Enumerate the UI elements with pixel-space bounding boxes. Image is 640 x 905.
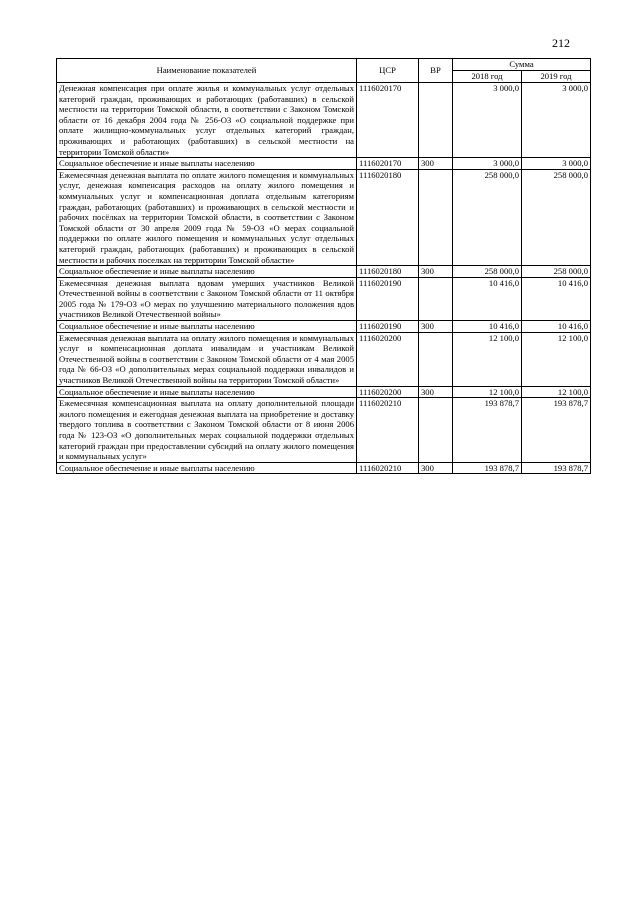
table-header [57,59,591,83]
row-sum-2019: 193 878,7 [522,398,591,463]
row-sum-2018: 258 000,0 [453,266,522,278]
row-csr: 1116020180 [357,266,419,278]
row-name: Социальное обеспечение и иные выплаты населению [57,158,357,170]
row-sum-2019: 258 000,0 [522,169,591,265]
table-row [57,398,591,463]
column-header-year-2018: 2018 год [453,71,522,83]
row-sum-2019: 10 416,0 [522,277,591,320]
column-header-csr: ЦСР [357,59,419,83]
column-header-name: Наименование показателей [57,59,357,83]
row-sum-2018: 193 878,7 [453,398,522,463]
table-row [57,169,591,265]
column-header-year-2019: 2019 год [522,71,591,83]
row-vr [419,398,453,463]
row-csr: 1116020170 [357,83,419,158]
row-csr: 1116020180 [357,169,419,265]
row-vr [419,169,453,265]
row-name: Социальное обеспечение и иные выплаты населению [57,321,357,333]
table-row [57,462,591,474]
row-vr: 300 [419,158,453,170]
row-name: Ежемесячная денежная выплата по оплате жилого помещения и коммунальных услуг, денежная компенсация расходов на оплату жилого помещения и коммунальных услуг и компенсационная доплата отдельным категориям граждан, работающих (работавших) и проживающих в сельской местности и рабочих посёлках на территории Томской области, в соответствии с Законом Томской области от 30 апреля 2009 года № 59-ОЗ «О мерах социальной поддержки по оплате жилого помещения и коммунальных услуг отдельных категорий граждан, работающих (работавших) и проживающих в сельской местности и рабочих поселках на территории Томской области» [57,169,357,265]
row-vr [419,277,453,320]
row-name: Денежная компенсация при оплате жилья и коммунальных услуг отдельных категорий граждан, проживающих и работающих (работавших) в сельской местности на территории Томской области, в соответствии с Законом Томской области от 16 декабря 2004 года № 256-ОЗ «О социальной поддержке при оплате жилищно-коммунальных услуг отдельных категорий граждан, проживающих и работающих (работавших) в сельской местности на территории Томской области» [57,83,357,158]
row-sum-2019: 3 000,0 [522,83,591,158]
row-sum-2019: 3 000,0 [522,158,591,170]
row-sum-2019: 10 416,0 [522,321,591,333]
row-csr: 1116020190 [357,277,419,320]
budget-table [56,58,591,474]
row-vr: 300 [419,266,453,278]
row-name: Социальное обеспечение и иные выплаты населению [57,386,357,398]
row-sum-2018: 3 000,0 [453,158,522,170]
row-csr: 1116020170 [357,158,419,170]
row-sum-2018: 258 000,0 [453,169,522,265]
row-sum-2018: 12 100,0 [453,386,522,398]
row-csr: 1116020190 [357,321,419,333]
row-vr: 300 [419,386,453,398]
row-name: Ежемесячная компенсационная выплата на оплату дополнительной площади жилого помещения и ежегодная денежная выплата на приобретение и доставку твердого топлива в соответствии с Законом Томской области от 8 июня 2006 года № 123-ОЗ «О дополнительных мерах социальной поддержки отдельных категорий граждан при предоставлении субсидий на оплату жилого помещения и коммунальных услуг» [57,398,357,463]
table-row [57,158,591,170]
row-sum-2018: 12 100,0 [453,332,522,386]
row-vr: 300 [419,321,453,333]
table-row [57,83,591,158]
page-number: 212 [552,36,570,50]
row-name: Социальное обеспечение и иные выплаты населению [57,266,357,278]
row-sum-2019: 12 100,0 [522,386,591,398]
row-csr: 1116020210 [357,398,419,463]
row-csr: 1116020200 [357,386,419,398]
column-header-sum: Сумма [453,59,591,71]
column-header-vr: ВР [419,59,453,83]
row-name: Социальное обеспечение и иные выплаты населению [57,462,357,474]
row-csr: 1116020200 [357,332,419,386]
table-row [57,332,591,386]
row-name: Ежемесячная денежная выплата на оплату жилого помещения и коммунальных услуг и компенсационная доплата инвалидам и участникам Великой Отечественной войны в соответствии с Законом Томской области от 4 мая 2005 года № 66-ОЗ «О дополнительных мерах социальной поддержки инвалидов и участников Великой Отечественной войны на территории Томской области» [57,332,357,386]
table-body [57,83,591,474]
row-csr: 1116020210 [357,462,419,474]
row-vr: 300 [419,462,453,474]
row-vr [419,332,453,386]
table-row [57,386,591,398]
row-name: Ежемесячная денежная выплата вдовам умерших участников Великой Отечественной войны в соответствии с Законом Томской области от 11 октября 2005 года № 179-ОЗ «О мерах по улучшению материального положения вдов участников Великой Отечественной войны» [57,277,357,320]
row-sum-2018: 10 416,0 [453,321,522,333]
row-sum-2018: 3 000,0 [453,83,522,158]
row-sum-2018: 193 878,7 [453,462,522,474]
row-sum-2018: 10 416,0 [453,277,522,320]
row-sum-2019: 193 878,7 [522,462,591,474]
table-row [57,277,591,320]
row-sum-2019: 12 100,0 [522,332,591,386]
table-row [57,266,591,278]
row-sum-2019: 258 000,0 [522,266,591,278]
table-row [57,321,591,333]
row-vr [419,83,453,158]
